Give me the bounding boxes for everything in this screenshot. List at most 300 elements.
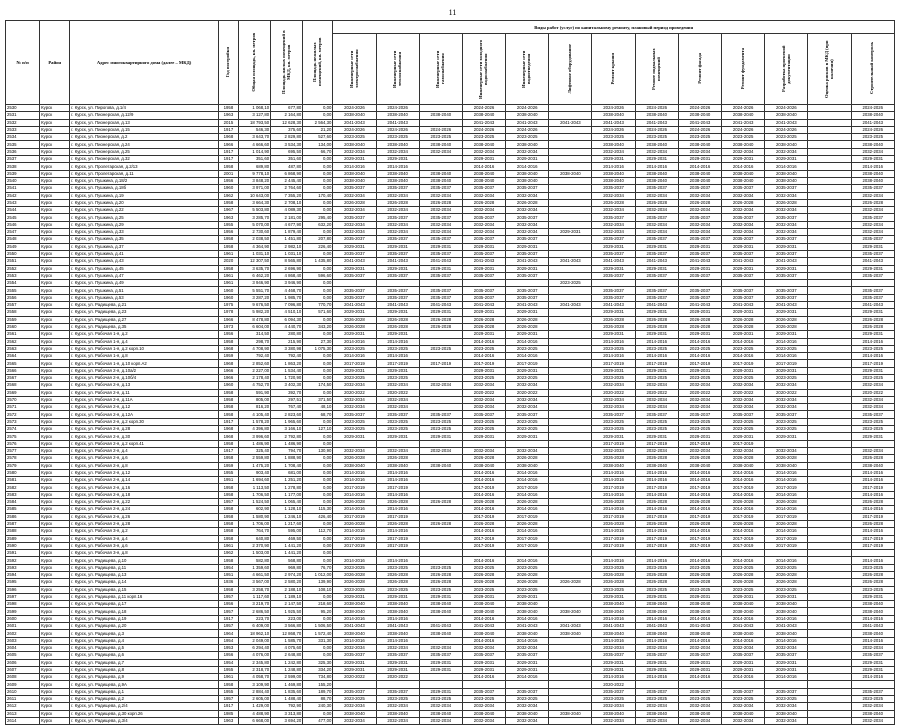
cell-year: 1966: [218, 367, 238, 374]
cell-district: Курск: [40, 586, 70, 593]
cell-address: г. Курск, ул. Рабочая 2-я, д.2 корп.41: [70, 440, 219, 447]
cell-area-living: 3 534,30: [271, 141, 303, 148]
cell-work-2: 2026-2028: [376, 199, 419, 206]
cell-work-1: 2023-2025: [333, 374, 376, 381]
cell-work-5: 2024-2026: [506, 105, 549, 112]
cell-area: 3 127,80: [238, 112, 270, 119]
cell-work-9: 2029-2031: [678, 659, 721, 666]
cell-area-living: 1 985,70: [271, 294, 303, 301]
cell-work-4: 2024-2026: [462, 126, 505, 133]
cell-area-nonliving: 0,00: [303, 440, 333, 447]
cell-work-9: 2035-2037: [678, 688, 721, 695]
cell-address: г. Курск, ул. Радищева, д.1: [70, 688, 219, 695]
cell-year: 1957: [218, 593, 238, 600]
cell-work-5: 2017-2019: [506, 535, 549, 542]
cell-work-9: 2023-2025: [678, 374, 721, 381]
cell-work-13: 2029-2031: [851, 433, 894, 440]
cell-work-12: [808, 499, 851, 506]
cell-work-9: 2029-2031: [678, 593, 721, 600]
cell-address: г. Курск, ул. Пионерская, д.15: [70, 126, 219, 133]
cell-work-9: 2035-2037: [678, 287, 721, 294]
cell-work-1: 2029-2031: [333, 593, 376, 600]
table-row: [6, 214, 895, 221]
cell-work-12: [808, 309, 851, 316]
cell-work-5: 2023-2025: [506, 345, 549, 352]
cell-work-3: 2026-2028: [419, 199, 462, 206]
cell-year: 1968: [218, 426, 238, 433]
cell-work-4: 2032-2034: [462, 717, 505, 724]
cell-year: 1975: [218, 302, 238, 309]
cell-work-6: [549, 637, 592, 644]
cell-work-3: 2032-2034: [419, 447, 462, 454]
cell-work-3: 2035-2037: [419, 272, 462, 279]
cell-work-1: 2035-2037: [333, 294, 376, 301]
cell-area-nonliving: 0,00: [303, 455, 333, 462]
cell-area-living: 3 166,10: [271, 426, 303, 433]
cell-address: г. Курск, ул. Радищева, д.11: [70, 564, 219, 571]
table-row: [6, 572, 895, 579]
cell-work-6: [549, 681, 592, 688]
cell-work-13: 2014-2016: [851, 491, 894, 498]
cell-year: 1966: [218, 374, 238, 381]
cell-work-7: 2038-2040: [592, 462, 635, 469]
cell-work-3: 2038-2040: [419, 170, 462, 177]
cell-area-nonliving: 571,60: [303, 309, 333, 316]
cell-work-5: 2029-2031: [506, 156, 549, 163]
cell-work-9: 2032-2034: [678, 703, 721, 710]
cell-work-4: 2032-2034: [462, 221, 505, 228]
cell-work-3: 2017-2019: [419, 360, 462, 367]
cell-area: 2 852,60: [238, 360, 270, 367]
cell-work-2: 2035-2037: [376, 652, 419, 659]
cell-work-2: 2032-2034: [376, 703, 419, 710]
cell-district: Курск: [40, 528, 70, 535]
cell-work-7: 2032-2034: [592, 396, 635, 403]
cell-area: 2 227,00: [238, 367, 270, 374]
table-row: [6, 396, 895, 403]
cell-work-6: [549, 338, 592, 345]
header-work-9: Ремонт фасада: [678, 34, 721, 105]
cell-address: г. Курск, ул. Радищева, д.6: [70, 652, 219, 659]
cell-district: Курск: [40, 156, 70, 163]
cell-work-13: 2017-2019: [851, 513, 894, 520]
cell-district: Курск: [40, 462, 70, 469]
cell-area-nonliving: 207,80: [303, 236, 333, 243]
cell-area: 816,20: [238, 404, 270, 411]
cell-area-living: 4 868,40: [271, 272, 303, 279]
cell-area: 546,30: [238, 126, 270, 133]
cell-work-11: 2026-2028: [765, 455, 808, 462]
cell-work-4: 2014-2016: [462, 637, 505, 644]
cell-work-6: [549, 141, 592, 148]
cell-work-2: 2038-2040: [376, 112, 419, 119]
cell-work-10: 2029-2031: [722, 666, 765, 673]
cell-work-10: 2038-2040: [722, 630, 765, 637]
cell-work-4: [462, 440, 505, 447]
cell-work-6: [549, 666, 592, 673]
cell-area: 2 370,90: [238, 542, 270, 549]
cell-work-7: 2029-2031: [592, 367, 635, 374]
cell-work-7: 2029-2031: [592, 309, 635, 316]
cell-work-4: 2023-2025: [462, 134, 505, 141]
cell-work-8: 2014-2016: [635, 615, 678, 622]
cell-year: 1958: [218, 484, 238, 491]
cell-district: Курск: [40, 637, 70, 644]
cell-num: 2554: [6, 280, 40, 287]
cell-year: 1917: [218, 418, 238, 425]
cell-work-5: 2038-2040: [506, 608, 549, 615]
cell-work-2: 2026-2028: [376, 579, 419, 586]
cell-work-1: 2038-2040: [333, 710, 376, 717]
cell-work-8: 2020-2022: [635, 389, 678, 396]
cell-work-3: 2038-2040: [419, 630, 462, 637]
cell-work-12: [808, 105, 851, 112]
cell-area: 2 605,00: [238, 696, 270, 703]
cell-district: Курск: [40, 644, 70, 651]
cell-work-13: 2029-2031: [851, 331, 894, 338]
cell-work-4: 2029-2031: [462, 331, 505, 338]
cell-area-nonliving: 0,00: [303, 265, 333, 272]
cell-work-7: 2026-2028: [592, 455, 635, 462]
cell-work-13: 2038-2040: [851, 601, 894, 608]
cell-address: г. Курск, ул. Радищева, д.35: [70, 323, 219, 330]
cell-area: 9 778,10: [238, 170, 270, 177]
cell-address: г. Курск, ул. Рабочая 2-я, д.10а/2: [70, 367, 219, 374]
cell-work-4: 2035-2037: [462, 185, 505, 192]
cell-work-5: [506, 280, 549, 287]
cell-work-2: 2023-2025: [376, 374, 419, 381]
cell-work-12: [808, 674, 851, 681]
cell-work-6: [549, 644, 592, 651]
cell-district: Курск: [40, 374, 70, 381]
cell-area: 1 359,60: [238, 564, 270, 571]
cell-work-1: 2032-2034: [333, 207, 376, 214]
cell-work-11: 2035-2037: [765, 250, 808, 257]
cell-work-12: [808, 396, 851, 403]
cell-work-3: [419, 681, 462, 688]
cell-work-1: 2029-2031: [333, 331, 376, 338]
cell-area-living: 568,80: [271, 557, 303, 564]
cell-work-3: [419, 440, 462, 447]
cell-area: 5 070,00: [238, 221, 270, 228]
cell-work-9: [678, 681, 721, 688]
cell-num: 2572: [6, 411, 40, 418]
cell-work-2: 2035-2037: [376, 185, 419, 192]
cell-work-13: 2035-2037: [851, 250, 894, 257]
cell-work-13: 2023-2025: [851, 564, 894, 571]
cell-work-6: 2038-2040: [549, 608, 592, 615]
cell-district: Курск: [40, 265, 70, 272]
cell-work-7: 2023-2025: [592, 374, 635, 381]
cell-area: 764,70: [238, 528, 270, 535]
cell-work-10: 2023-2025: [722, 696, 765, 703]
cell-year: 1961: [218, 272, 238, 279]
cell-district: Курск: [40, 243, 70, 250]
cell-work-3: 2026-2028: [419, 499, 462, 506]
cell-work-11: 2017-2019: [765, 542, 808, 549]
cell-work-10: 2026-2028: [722, 455, 765, 462]
cell-work-3: 2041-2043: [419, 302, 462, 309]
cell-work-4: 2032-2034: [462, 396, 505, 403]
cell-work-12: [808, 440, 851, 447]
cell-work-5: 2017-2019: [506, 360, 549, 367]
cell-address: г. Курск, ул. Пионерская, д.13: [70, 119, 219, 126]
cell-area-living: 4 677,90: [271, 221, 303, 228]
cell-work-3: 2023-2025: [419, 696, 462, 703]
cell-work-4: 2032-2034: [462, 229, 505, 236]
cell-work-7: 2035-2037: [592, 294, 635, 301]
cell-area-living: 4 440,70: [271, 323, 303, 330]
cell-work-9: 2017-2019: [678, 484, 721, 491]
table-row: [6, 374, 895, 381]
cell-work-7: 2026-2028: [592, 199, 635, 206]
cell-area-living: 969,80: [271, 564, 303, 571]
cell-address: г. Курск, ул. Радищева, д.20: [70, 623, 219, 630]
table-row: [6, 367, 895, 374]
cell-work-3: [419, 331, 462, 338]
cell-district: Курск: [40, 185, 70, 192]
cell-year: 1917: [218, 615, 238, 622]
cell-work-10: 2035-2037: [722, 294, 765, 301]
cell-area-living: 2 764,60: [271, 185, 303, 192]
cell-year: 1958: [218, 491, 238, 498]
cell-work-1: 2014-2016: [333, 557, 376, 564]
cell-num: 2593: [6, 564, 40, 571]
cell-work-8: 2014-2016: [635, 528, 678, 535]
cell-work-8: 2029-2031: [635, 666, 678, 673]
cell-work-8: 2023-2025: [635, 696, 678, 703]
header-year: Год постройки: [218, 21, 238, 105]
cell-work-8: 2014-2016: [635, 469, 678, 476]
table-row: [6, 674, 895, 681]
cell-area-living: 1 189,10: [271, 593, 303, 600]
cell-num: 2596: [6, 586, 40, 593]
cell-year: 1963: [218, 112, 238, 119]
cell-address: г. Курск, ул. Пионерская, д.25: [70, 148, 219, 155]
cell-work-3: 2026-2028: [419, 579, 462, 586]
cell-work-11: 2041-2043: [765, 302, 808, 309]
cell-work-6: [549, 287, 592, 294]
cell-work-10: 2020-2022: [722, 389, 765, 396]
cell-work-1: 2029-2031: [333, 367, 376, 374]
cell-work-4: 2017-2019: [462, 535, 505, 542]
cell-work-4: 2032-2034: [462, 447, 505, 454]
cell-work-11: 2024-2026: [765, 105, 808, 112]
cell-work-12: [808, 134, 851, 141]
cell-work-1: 2014-2016: [333, 506, 376, 513]
cell-work-11: 2023-2025: [765, 345, 808, 352]
cell-address: г. Курск, ул. Рабочая 2-я, д.8: [70, 462, 219, 469]
cell-work-6: [549, 345, 592, 352]
cell-district: Курск: [40, 236, 70, 243]
cell-work-9: 2014-2016: [678, 528, 721, 535]
cell-work-12: [808, 192, 851, 199]
cell-work-9: 2035-2037: [678, 185, 721, 192]
cell-work-3: 2035-2037: [419, 294, 462, 301]
cell-work-2: 2023-2025: [376, 134, 419, 141]
cell-work-5: 2017-2019: [506, 542, 549, 549]
cell-area-nonliving: 0,00: [303, 367, 333, 374]
table-row: [6, 652, 895, 659]
cell-area-nonliving: 0,00: [303, 105, 333, 112]
cell-work-8: 2023-2025: [635, 345, 678, 352]
cell-work-2: 2032-2034: [376, 644, 419, 651]
cell-work-13: 2014-2016: [851, 637, 894, 644]
header-num: № п/п: [6, 21, 40, 105]
cell-year: 2001: [218, 170, 238, 177]
cell-work-8: 2029-2031: [635, 433, 678, 440]
cell-area: 2 559,80: [238, 455, 270, 462]
cell-work-10: 2035-2037: [722, 652, 765, 659]
cell-work-1: 2014-2016: [333, 528, 376, 535]
cell-area-nonliving: 115,30: [303, 506, 333, 513]
cell-work-8: 2029-2031: [635, 243, 678, 250]
cell-area-nonliving: 0,00: [303, 353, 333, 360]
cell-year: 1958: [218, 535, 238, 542]
cell-work-2: 2038-2040: [376, 170, 419, 177]
cell-district: Курск: [40, 447, 70, 454]
cell-work-12: [808, 608, 851, 615]
cell-work-12: [808, 360, 851, 367]
cell-num: 2545: [6, 214, 40, 221]
cell-work-1: 2035-2037: [333, 688, 376, 695]
cell-area-nonliving: 0,00: [303, 207, 333, 214]
cell-work-4: 2038-2040: [462, 601, 505, 608]
cell-work-7: 2014-2016: [592, 506, 635, 513]
cell-work-7: 2024-2026: [592, 105, 635, 112]
repair-schedule-table: [5, 20, 895, 725]
cell-work-5: 2014-2016: [506, 637, 549, 644]
cell-work-4: 2038-2040: [462, 177, 505, 184]
cell-area-nonliving: 0,00: [303, 170, 333, 177]
table-row: [6, 447, 895, 454]
cell-work-4: 2035-2037: [462, 411, 505, 418]
cell-work-12: [808, 280, 851, 287]
cell-work-11: 2035-2037: [765, 294, 808, 301]
cell-work-6: [549, 411, 592, 418]
cell-work-8: 2032-2034: [635, 207, 678, 214]
cell-area-living: 469,50: [271, 535, 303, 542]
cell-work-8: 2038-2040: [635, 177, 678, 184]
cell-work-12: [808, 520, 851, 527]
header-address: Адрес многоквартирного дома (далее – МКД): [70, 21, 219, 105]
cell-work-13: 2029-2031: [851, 659, 894, 666]
cell-work-11: 2014-2016: [765, 674, 808, 681]
cell-work-9: [678, 280, 721, 287]
cell-area-living: 1 441,20: [271, 550, 303, 557]
cell-area: 1 580,90: [238, 513, 270, 520]
cell-area-nonliving: 0,00: [303, 535, 333, 542]
cell-work-13: 2029-2031: [851, 309, 894, 316]
cell-address: г. Курск, ул. Пушкина, д.51: [70, 287, 219, 294]
cell-work-9: 2038-2040: [678, 608, 721, 615]
cell-area: 2 038,50: [238, 236, 270, 243]
table-row: [6, 557, 895, 564]
cell-area: 6 604,00: [238, 323, 270, 330]
table-row: [6, 229, 895, 236]
cell-area-living: 1 486,90: [271, 440, 303, 447]
cell-work-6: [549, 477, 592, 484]
cell-address: г. Курск, ул. Пионерская, д.32: [70, 156, 219, 163]
cell-work-13: 2038-2040: [851, 177, 894, 184]
cell-district: Курск: [40, 593, 70, 600]
cell-work-2: 2029-2031: [376, 309, 419, 316]
cell-area: 3 258,70: [238, 586, 270, 593]
cell-work-9: 2023-2025: [678, 134, 721, 141]
cell-work-3: 2024-2026: [419, 126, 462, 133]
cell-num: 2540: [6, 177, 40, 184]
cell-work-9: 2014-2016: [678, 557, 721, 564]
cell-work-8: 2023-2025: [635, 134, 678, 141]
cell-address: г. Курск, ул. Пушкина, д.41: [70, 250, 219, 257]
cell-district: Курск: [40, 491, 70, 498]
cell-work-10: 2041-2043: [722, 302, 765, 309]
cell-work-10: 2029-2031: [722, 659, 765, 666]
cell-work-10: 2035-2037: [722, 688, 765, 695]
cell-work-1: 2017-2019: [333, 360, 376, 367]
cell-area: 4 752,70: [238, 382, 270, 389]
cell-work-12: [808, 272, 851, 279]
cell-work-7: 2038-2040: [592, 630, 635, 637]
cell-work-10: 2035-2037: [722, 250, 765, 257]
cell-work-11: 2023-2025: [765, 696, 808, 703]
cell-district: Курск: [40, 579, 70, 586]
cell-work-4: 2014-2016: [462, 491, 505, 498]
cell-work-7: 2024-2026: [592, 126, 635, 133]
cell-work-11: 2017-2019: [765, 484, 808, 491]
cell-work-7: 2041-2043: [592, 119, 635, 126]
cell-work-9: 2038-2040: [678, 141, 721, 148]
table-row: [6, 703, 895, 710]
cell-work-13: 2026-2028: [851, 520, 894, 527]
cell-work-5: 2023-2025: [506, 134, 549, 141]
cell-work-10: 2032-2034: [722, 703, 765, 710]
cell-work-4: 2026-2028: [462, 199, 505, 206]
cell-work-13: 2029-2031: [851, 367, 894, 374]
cell-area-living: 351,60: [271, 156, 303, 163]
cell-work-8: 2017-2019: [635, 440, 678, 447]
cell-area: 3 287,20: [238, 294, 270, 301]
cell-work-12: [808, 447, 851, 454]
cell-num: 2573: [6, 418, 40, 425]
cell-work-9: 2041-2043: [678, 623, 721, 630]
cell-work-2: 2023-2025: [376, 696, 419, 703]
cell-work-12: [808, 214, 851, 221]
cell-work-8: 2024-2026: [635, 105, 678, 112]
cell-work-2: 2014-2016: [376, 477, 419, 484]
cell-area-nonliving: 0,00: [303, 294, 333, 301]
cell-work-8: 2014-2016: [635, 477, 678, 484]
cell-work-13: 2038-2040: [851, 141, 894, 148]
cell-area-nonliving: 1 572,40: [303, 630, 333, 637]
cell-work-6: [549, 221, 592, 228]
cell-area-nonliving: 2 564,30: [303, 119, 333, 126]
cell-work-8: 2041-2043: [635, 302, 678, 309]
cell-year: 1963: [218, 214, 238, 221]
cell-work-12: [808, 579, 851, 586]
cell-work-3: 2023-2025: [419, 134, 462, 141]
cell-work-11: 2038-2040: [765, 112, 808, 119]
cell-area-nonliving: 0,00: [303, 593, 333, 600]
table-row: [6, 185, 895, 192]
cell-work-5: [506, 440, 549, 447]
cell-work-13: 2026-2028: [851, 323, 894, 330]
cell-area: 591,90: [238, 389, 270, 396]
cell-work-9: 2026-2028: [678, 323, 721, 330]
cell-num: 2606: [6, 659, 40, 666]
cell-area-nonliving: 295,40: [303, 214, 333, 221]
cell-work-2: 2032-2034: [376, 221, 419, 228]
